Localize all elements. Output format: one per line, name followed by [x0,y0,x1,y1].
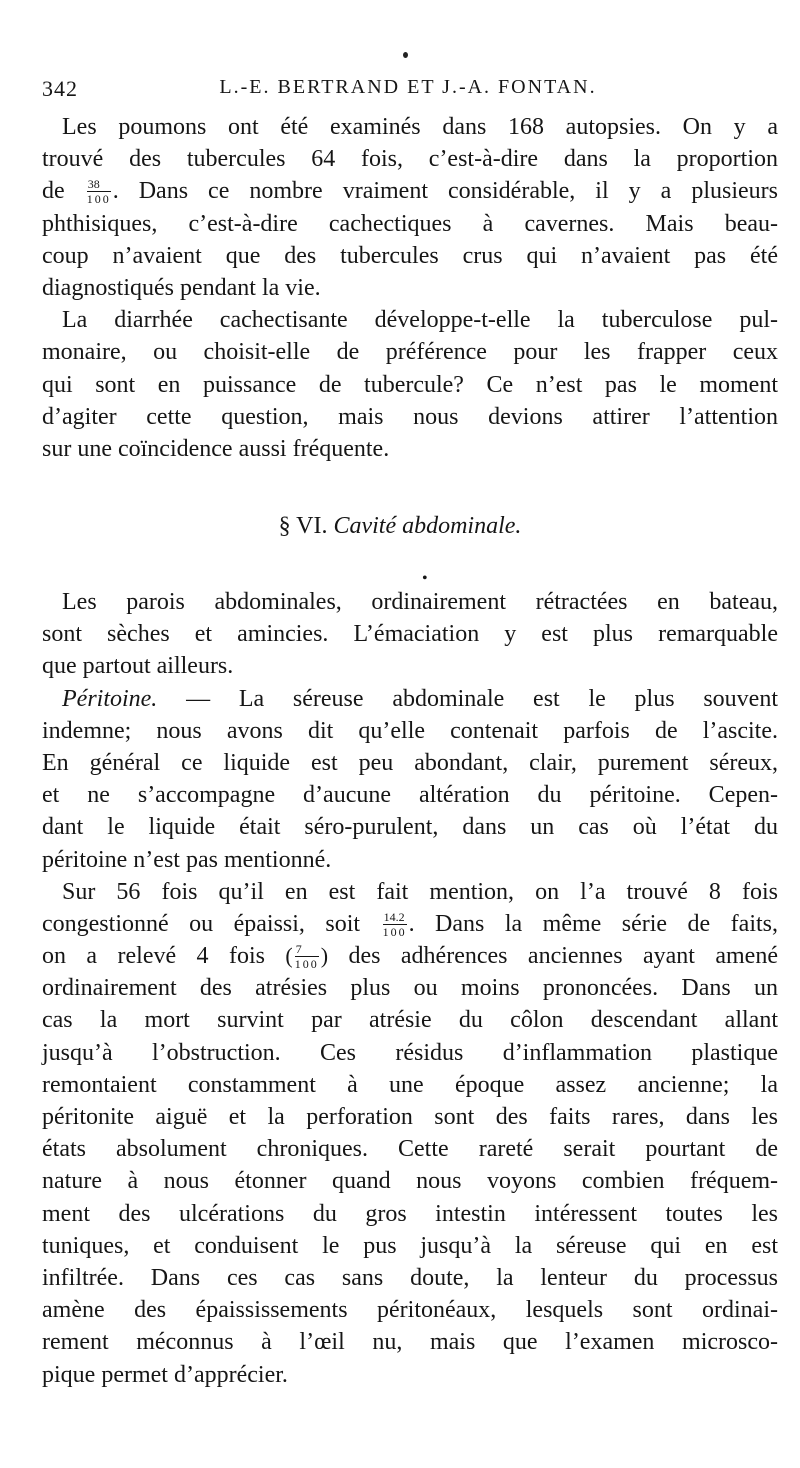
text-run: des adhérences anciennes ayant amené [328,943,778,970]
text-line: péritonite aiguë et la perforation sont des faits rares, dans les [42,1104,778,1130]
text-line: sur une coïncidence aussi fréquente. [42,435,390,462]
text-line: états absolument chroniques. Cette rareté serait pourtant de [42,1136,778,1163]
page-number: 342 [42,76,78,101]
text-run: de [42,178,65,205]
text-run: — La séreuse abdominale est le plus souvent [157,685,778,712]
text-line: remontaient constamment à une époque assez ancienne; la [42,1071,778,1098]
text-line: Les poumons ont été examinés dans 168 autopsies. On y a [62,114,778,140]
text-line: ment des ulcérations du gros intestin intéressent toutes les [42,1200,778,1227]
fraction [87,178,111,205]
paragraphs-lungs-diarrhea [42,111,778,465]
fraction-denominator: 100 [86,192,111,207]
fraction [383,911,407,938]
text-line: nature à nous étonner quand nous voyons combien fréquem- [42,1168,778,1195]
text-line: qui sont en puissance de tubercule? Ce n’est pas le moment [42,371,778,398]
text-line [42,175,778,207]
text-line: phthisiques, c’est-à-dire cachectiques à cavernes. Mais beau- [42,210,778,237]
subheading-peritoine: Péritoine. [62,685,158,712]
text-line: Sur 56 fois qu’il en est fait mention, on l’a trouvé 8 fois [62,878,778,905]
text-run: . Dans ce nombre vraiment considérable, il y a plusieurs [112,178,779,205]
text-line: monaire, ou choisit-elle de préférence pour les frapper ceux [42,339,778,366]
text-line [42,908,778,940]
text-line: d’agiter cette question, mais nous devions attirer l’attention [42,403,778,430]
text-line: rement méconnus à l’œil nu, mais que l’examen microsco- [42,1329,778,1356]
text-line: ordinairement des atrésies plus ou moins prononcées. Dans un [42,975,778,1002]
section-heading [0,513,800,540]
text-line: coup n’avaient que des tubercules crus qui n’avaient pas été [42,242,778,269]
text-line: dant le liquide était séro-purulent, dans un cas où l’état du [42,814,778,841]
paragraphs-abdomen [42,586,778,1391]
paren-open: ( [285,943,293,969]
fraction-denominator: 100 [294,957,319,972]
ink-speck [403,52,408,58]
text-line: péritoine n’est pas mentionné. [42,846,332,873]
running-head [42,76,774,106]
text-run: on a relevé 4 fois [42,943,286,970]
text-line: diagnostiqués pendant la vie. [42,274,321,301]
text-line: tuniques, et conduisent le pus jusqu’à la séreuse qui en est [42,1232,778,1259]
text-line: Les parois abdominales, ordinairement rétractées en bateau, [62,589,778,615]
text-line: amène des épaississements péritonéaux, lesquels sont ordinai- [42,1297,778,1324]
text-run: . Dans la même série de faits, [408,910,779,937]
section-title: Cavité abdominale. [333,513,522,539]
fraction [295,943,319,970]
text-line [42,940,778,972]
text-line: La diarrhée cachectisante développe-t-elle la tuberculose pul- [62,307,778,334]
text-line: que partout ailleurs. [42,653,234,680]
text-line: cas la mort survint par atrésie du côlon descendant allant [42,1007,778,1034]
bullet-mark: • [422,570,428,587]
text-line: infiltrée. Dans ces cas sans doute, la lenteur du processus [42,1264,778,1291]
text-line: et ne s’accompagne d’aucune altération du péritoine. Cepen- [42,782,778,809]
fraction-numerator: 14.2 [383,909,405,924]
paren-close: ) [320,943,329,969]
text-line [42,683,778,715]
text-line: En général ce liquide est peu abondant, clair, purement séreux, [42,749,778,776]
text-line: sont sèches et amincies. L’émaciation y est plus remarquable [42,621,778,648]
fraction-numerator: 38 [87,178,111,192]
fraction-numerator: 7 [295,943,319,957]
text-line: jusqu’à l’obstruction. Ces résidus d’inflammation plastique [42,1039,778,1066]
fraction-denominator: 100 [382,924,407,939]
text-run: congestionné ou épaissi, soit [42,910,361,937]
text-line: trouvé des tubercules 64 fois, c’est-à-dire dans la proportion [42,146,778,173]
section-mark: § VI. [278,513,328,539]
running-title: L.-E. BERTRAND ET J.-A. FONTAN. [219,76,597,98]
text-line: pique permet d’apprécier. [42,1361,288,1388]
text-line: indemne; nous avons dit qu’elle contenait parfois de l’ascite. [42,717,778,744]
